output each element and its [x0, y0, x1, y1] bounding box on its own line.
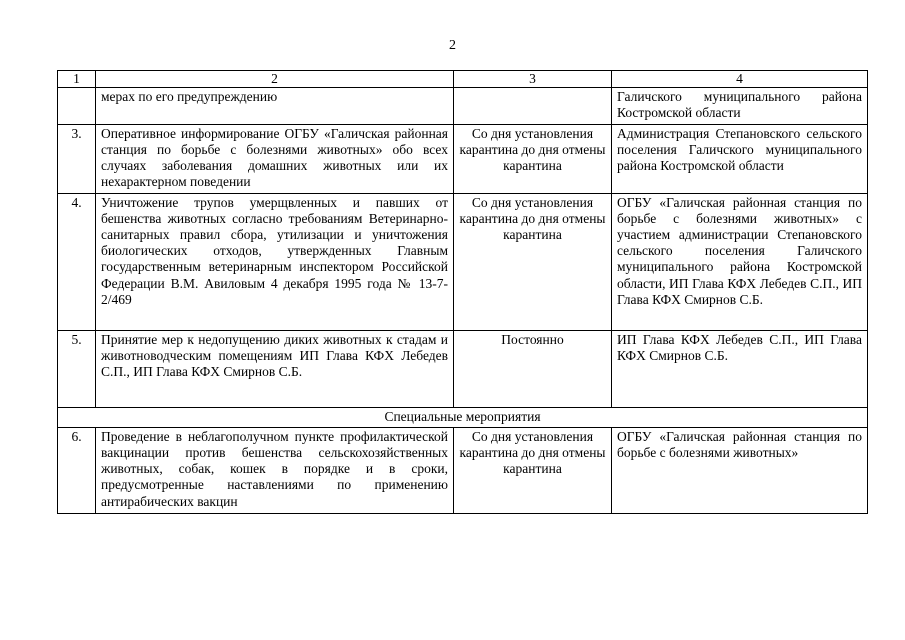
row-number [58, 88, 96, 124]
measures-table [57, 70, 868, 514]
column-header: 1 [58, 71, 96, 88]
responsible-cell: ИП Глава КФХ Лебедев С.П., ИП Глава КФХ Смирнов С.Б. [612, 330, 868, 407]
column-header: 2 [96, 71, 454, 88]
section-title: Специальные мероприятия [58, 407, 868, 427]
measure-cell: мерах по его предупреждению [96, 88, 454, 124]
measure-cell: Уничтожение трупов умерщвленных и павших от бешенства животных согласно требованиям Ветеринарно-санитарных правил сбора, утилизации и уничтожения биологических отходов, утвержденных Главным государственным ветеринарным инспектором Российской Федерации В.М. Авиловым 4 декабря 1995 года № 13-7-2/469 [96, 193, 454, 330]
table-row [58, 193, 868, 330]
table-row [58, 330, 868, 407]
table-row [58, 124, 868, 193]
table-row [58, 88, 868, 124]
column-header: 3 [454, 71, 612, 88]
row-number: 3. [58, 124, 96, 193]
responsible-cell: ОГБУ «Галичская районная станция по борьбе с болезнями животных» с участием администрации Степановского сельского поселения Галичского муниципального района Костромской области, ИП Глава КФХ Лебедев С.П., ИП Глава КФХ Смирнов С.Б. [612, 193, 868, 330]
section-row [58, 407, 868, 427]
term-cell: Со дня установления карантина до дня отмены карантина [454, 124, 612, 193]
measure-cell: Оперативное информирование ОГБУ «Галичская районная станция по борьбе с болезнями животных» обо всех случаях заболевания домашних животных или их нехарактерном поведении [96, 124, 454, 193]
term-cell: Со дня установления карантина до дня отмены карантина [454, 427, 612, 513]
page-number: 2 [449, 38, 456, 53]
term-cell: Со дня установления карантина до дня отмены карантина [454, 193, 612, 330]
term-cell [454, 88, 612, 124]
responsible-cell: Галичского муниципального района Костромской области [612, 88, 868, 124]
table-row [58, 427, 868, 513]
table-header-row [58, 71, 868, 88]
responsible-cell: ОГБУ «Галичская районная станция по борьбе с болезнями животных» [612, 427, 868, 513]
term-cell: Постоянно [454, 330, 612, 407]
row-number: 5. [58, 330, 96, 407]
measure-cell: Проведение в неблагополучном пункте профилактической вакцинации против бешенства сельскохозяйственных животных, собак, кошек в порядке и в сроки, предусмотренные наставлениями по применению антирабических вакцин [96, 427, 454, 513]
column-header: 4 [612, 71, 868, 88]
row-number: 4. [58, 193, 96, 330]
responsible-cell: Администрация Степановского сельского поселения Галичского муниципального района Костромской области [612, 124, 868, 193]
measure-cell: Принятие мер к недопущению диких животных к стадам и животноводческим помещениям ИП Глава КФХ Лебедев С.П., ИП Глава КФХ Смирнов С.Б. [96, 330, 454, 407]
row-number: 6. [58, 427, 96, 513]
